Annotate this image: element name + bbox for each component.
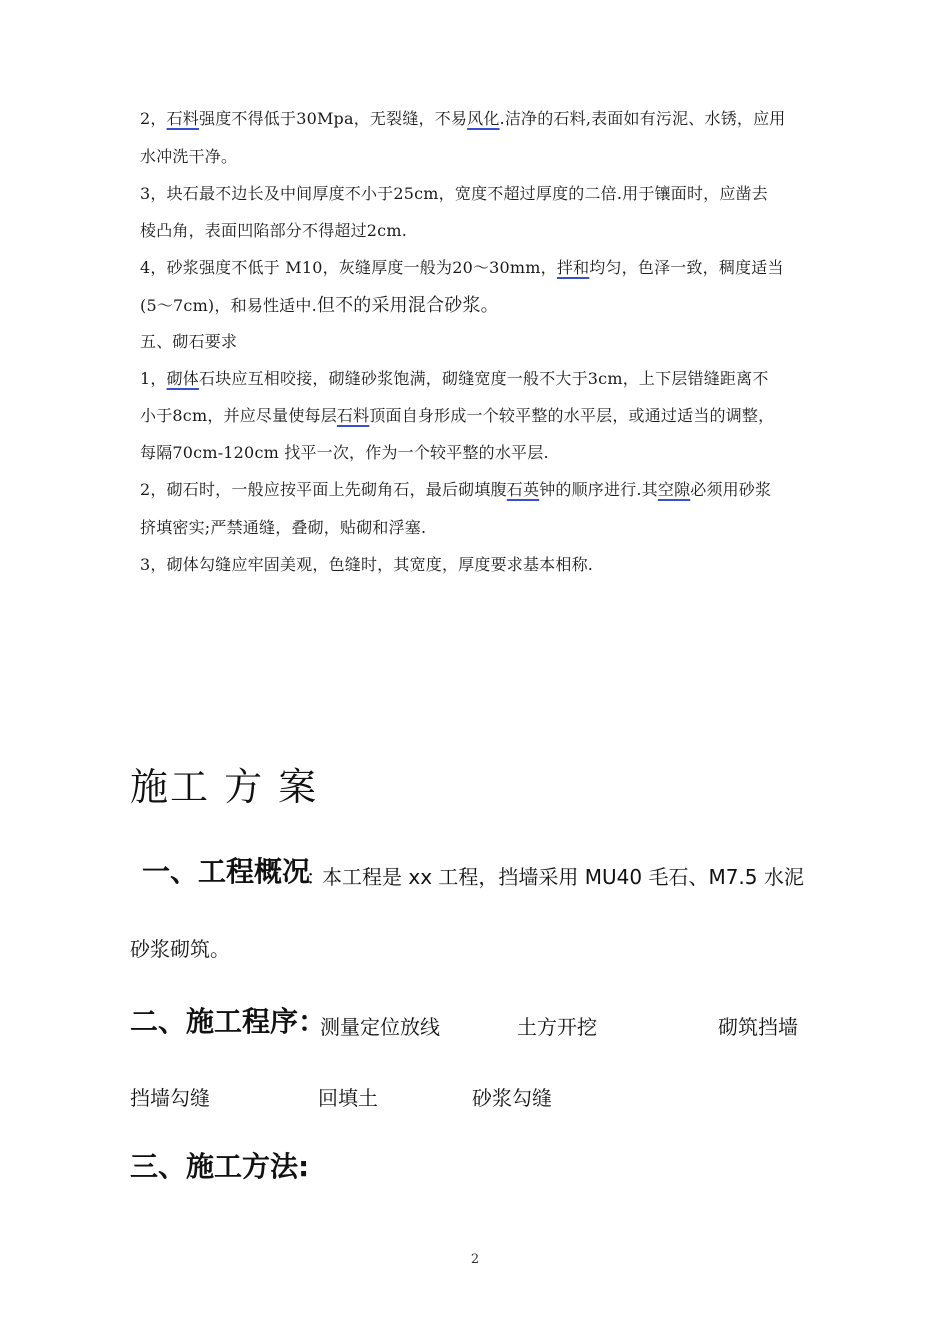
text-run: 均匀，色泽一致，稠度适当 [589, 258, 784, 277]
text-run: 3，块石最不边长及中间厚度不小于25cm，宽度不超过厚度的二倍.用于镶面时，应凿去 [140, 184, 768, 203]
body-line-8 [140, 366, 769, 389]
underlined-term: 风化 [467, 109, 500, 128]
overview-text-line-1: 本工程是 xx 工程，挡墙采用 MU40 毛石、M7.5 水泥 [322, 865, 804, 889]
text-run: .洁净的石料,表面如有污泥、水锈，应用 [499, 109, 786, 128]
procedure-step: 砂浆勾缝 [472, 1086, 552, 1110]
text-run: 棱凸角，表面凹陷部分不得超过2cm. [140, 221, 407, 240]
body-line-6 [140, 291, 499, 317]
section-heading-overview: 一、工程概况 [142, 855, 311, 888]
text-run: 但不的采用混合砂浆。 [316, 295, 499, 316]
text-run: 五、砌石要求 [140, 332, 238, 351]
text-run: 强度不得低于30Mpa，无裂缝，不易 [199, 109, 468, 128]
page-title: 施工 方 案 [130, 765, 319, 809]
text-run: 石块应互相咬接，砌缝砂浆饱满，砌缝宽度一般不大于3cm，上下层错缝距离不 [199, 369, 769, 388]
section-heading-five [140, 329, 237, 352]
page-number: 2 [470, 1252, 480, 1267]
text-run: 1， [140, 369, 167, 388]
body-line-11 [140, 477, 771, 500]
body-line-2 [140, 144, 237, 167]
body-line-9 [140, 403, 774, 426]
procedure-step: 砌筑挡墙 [718, 1015, 798, 1039]
text-run: 2，砌石时，一般应按平面上先砌角石，最后砌填腹 [140, 480, 507, 499]
overview-colon: ： [306, 865, 326, 889]
underlined-term: 石料 [166, 109, 199, 128]
body-line-3 [140, 181, 768, 204]
body-line-4 [140, 218, 407, 241]
underlined-term: 拌和 [556, 258, 590, 277]
underlined-term: 石料 [336, 406, 370, 425]
text-run: 3，砌体勾缝应牢固美观，色缝时，其宽度，厚度要求基本相称. [140, 555, 594, 574]
section-heading-method: 三、施工方法: [130, 1150, 310, 1183]
procedure-step: 土方开挖 [517, 1015, 597, 1039]
procedure-step: 测量定位放线 [320, 1015, 440, 1039]
body-line-10 [140, 440, 549, 463]
underlined-term: 石英 [506, 480, 540, 499]
text-run: 必须用砂浆 [690, 480, 772, 499]
text-run: 顶面自身形成一个较平整的水平层，或通过适当的调整， [369, 406, 775, 425]
body-line-12 [140, 515, 426, 538]
section-heading-procedure: 二、施工程序： [130, 1005, 327, 1038]
procedure-step: 回填土 [318, 1086, 378, 1110]
body-line-13 [140, 552, 593, 575]
overview-text-line-2: 砂浆砌筑。 [130, 937, 230, 961]
body-line-5 [140, 255, 784, 278]
text-run: 每隔70cm-120cm 找平一次，作为一个较平整的水平层. [140, 443, 549, 462]
text-run: 钟的顺序进行.其 [539, 480, 658, 499]
underlined-term: 空隙 [657, 480, 691, 499]
underlined-term: 砌体 [166, 369, 199, 388]
text-run: 水冲洗干净。 [140, 147, 238, 166]
text-run: 挤填密实;严禁通缝，叠砌，贴砌和浮塞. [140, 518, 427, 537]
text-run: 2， [140, 109, 167, 128]
text-run: 小于8cm，并应尽量使每层 [140, 406, 337, 425]
text-run: (5～7cm)，和易性适中. [140, 296, 317, 315]
body-line-1 [140, 106, 786, 129]
text-run: 4，砂浆强度不低于 M10，灰缝厚度一般为20～30mm， [140, 258, 557, 277]
procedure-step: 挡墙勾缝 [130, 1086, 210, 1110]
